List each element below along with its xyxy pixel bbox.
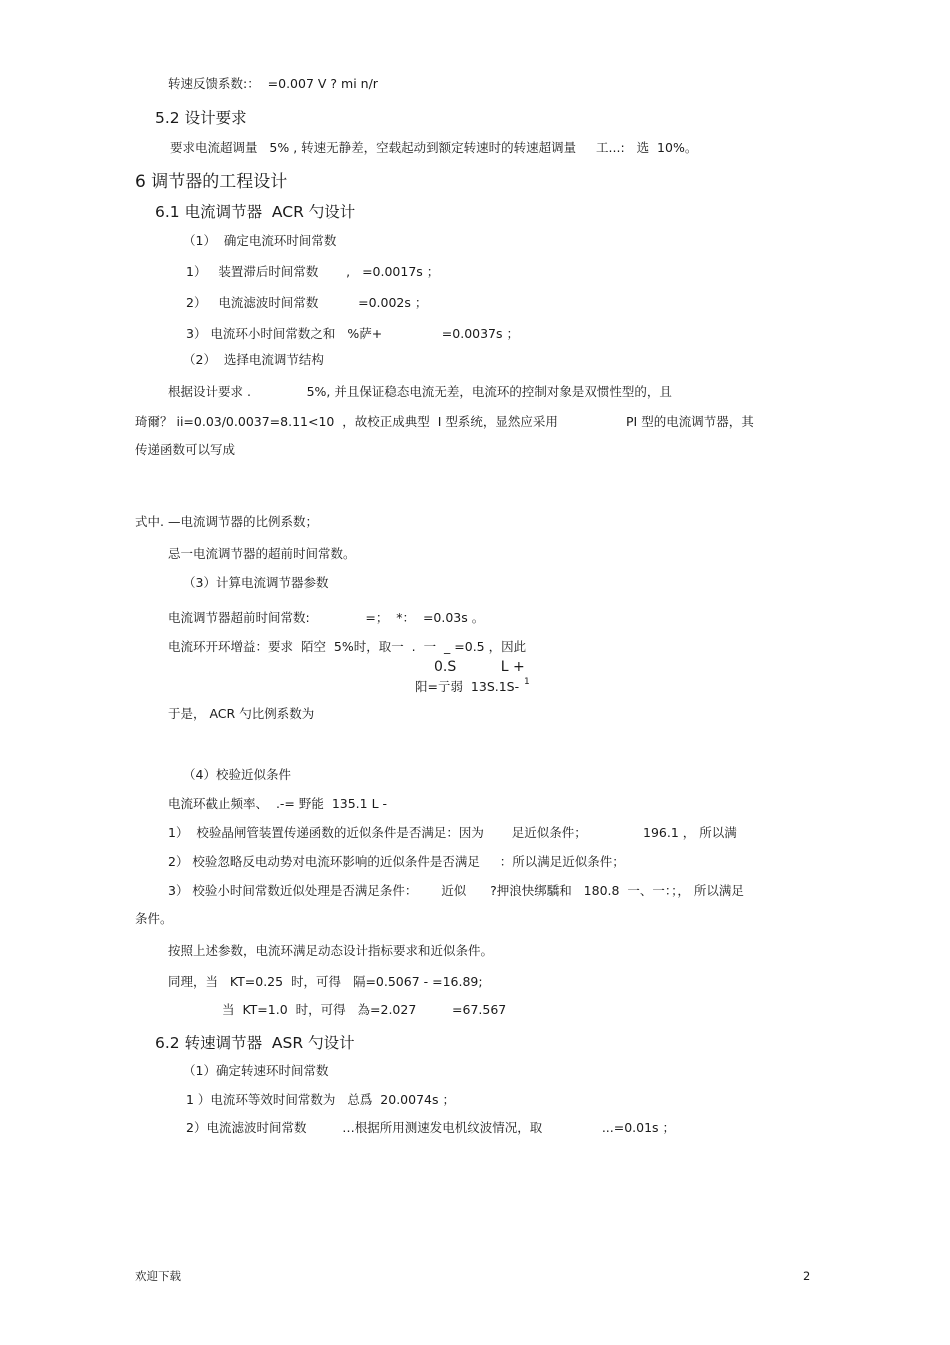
- paragraph-ratio-check: 琦爾？ ii=0.03/0.0037=8.11<10 ，故校正成典型 I 型系统，显然应采用: [135, 414, 558, 429]
- lead-time-constant: 电流调节器超前时间常数: =； *： =0.03s 。: [168, 610, 485, 625]
- section-6-heading: 6 调节器的工程设计: [135, 172, 288, 192]
- speed-feedback-coefficient: 转速反馈系数:： =0.007 V ? mi n/r: [168, 76, 378, 91]
- step-3-heading: （3）计算电流调节器参数: [183, 575, 329, 590]
- current-filter-constant: 2） 电流滤波时间常数 =0.002s ；: [186, 295, 428, 310]
- definition-kp: 式中. —电流调节器的比例系数；: [135, 514, 318, 529]
- step-1-heading: （1） 确定电流环时间常数: [183, 233, 337, 248]
- speed-step-1-heading: （1）确定转速环时间常数: [183, 1063, 329, 1078]
- check-3-continuation: 条件。: [135, 911, 173, 926]
- cutoff-frequency: 电流环截止频率、 .-= 野能 135.1 L -: [168, 796, 388, 811]
- page-number: 2: [803, 1269, 811, 1283]
- paragraph-pi-regulator: PI 型的电流调节器，其: [626, 414, 754, 429]
- small-time-constant-sum: 3） 电流环小时间常数之和 %萨+ =0.0037s ；: [186, 326, 519, 341]
- equivalent-time-constant: 1 ）电流环等效时间常数为 总爲 20.0074s ；: [186, 1092, 455, 1107]
- check-1: 1） 校验晶闸管装置传递函数的近似条件是否满足：因为 足近似条件；: [168, 825, 587, 840]
- open-loop-gain: 电流环开环增益：要求 陌空 5%时，取一 . 一 _ =0.5 ，因此: [168, 639, 527, 654]
- check-3: 3） 校验小时间常数近似处理是否满足条件： 近似 ?押浪快绑驕和 180.8 一、一：；， 所以满足: [168, 883, 744, 898]
- acr-proportional-coefficient: 于是， ACR 勺比例系数为: [168, 706, 315, 721]
- section-5-2-heading: 5.2 设计要求: [155, 109, 247, 127]
- check-2: 2） 校验忽略反电动势对电流环影响的近似条件是否满足 ：所以满足近似条件；: [168, 854, 625, 869]
- paragraph-design-basis: 根据设计要求 . 5%, 并且保证稳态电流无差，电流环的控制对象是双惯性型的，且: [168, 384, 672, 399]
- step-2-heading: （2） 选择电流调节结构: [183, 352, 324, 367]
- definition-tau: 忌一电流调节器的超前时间常数。: [168, 546, 356, 561]
- step-4-heading: （4）校验近似条件: [183, 767, 291, 782]
- formula-result: 阳=亍弱 13S.1S-: [415, 679, 520, 694]
- check-1-result: 196.1 ， 所以满: [643, 825, 737, 840]
- speed-filter-constant: 2）电流滤波时间常数 …根据所用测速发电机纹波情况，取 ...=0.01s ；: [186, 1120, 676, 1135]
- formula-numerator: 0.S L +: [434, 659, 525, 675]
- formula-superscript: 1: [524, 677, 530, 687]
- device-delay-constant: 1） 装置滞后时间常数 , =0.0017s ；: [186, 264, 440, 279]
- footer-download-text: 欢迎下载: [135, 1269, 181, 1283]
- design-requirements-text: 要求电流超调量 5% , 转速无静差，空载起动到额定转速时的转速超调量 工...: 选 10%。: [170, 140, 698, 155]
- section-6-1-heading: 6.1 电流调节器 ACR 勺设计: [155, 203, 356, 221]
- section-6-2-heading: 6.2 转速调节器 ASR 勺设计: [155, 1034, 355, 1052]
- kt-10-result: 当 KT=1.0 时，可得 為=2.027 =67.567: [222, 1002, 507, 1017]
- paragraph-transfer-function: 传递函数可以写成: [135, 442, 236, 457]
- summary-paragraph: 按照上述参数，电流环满足动态设计指标要求和近似条件。: [168, 943, 494, 958]
- kt-025-result: 同理，当 KT=0.25 时，可得 隔=0.5067 - =16.89;: [168, 974, 483, 989]
